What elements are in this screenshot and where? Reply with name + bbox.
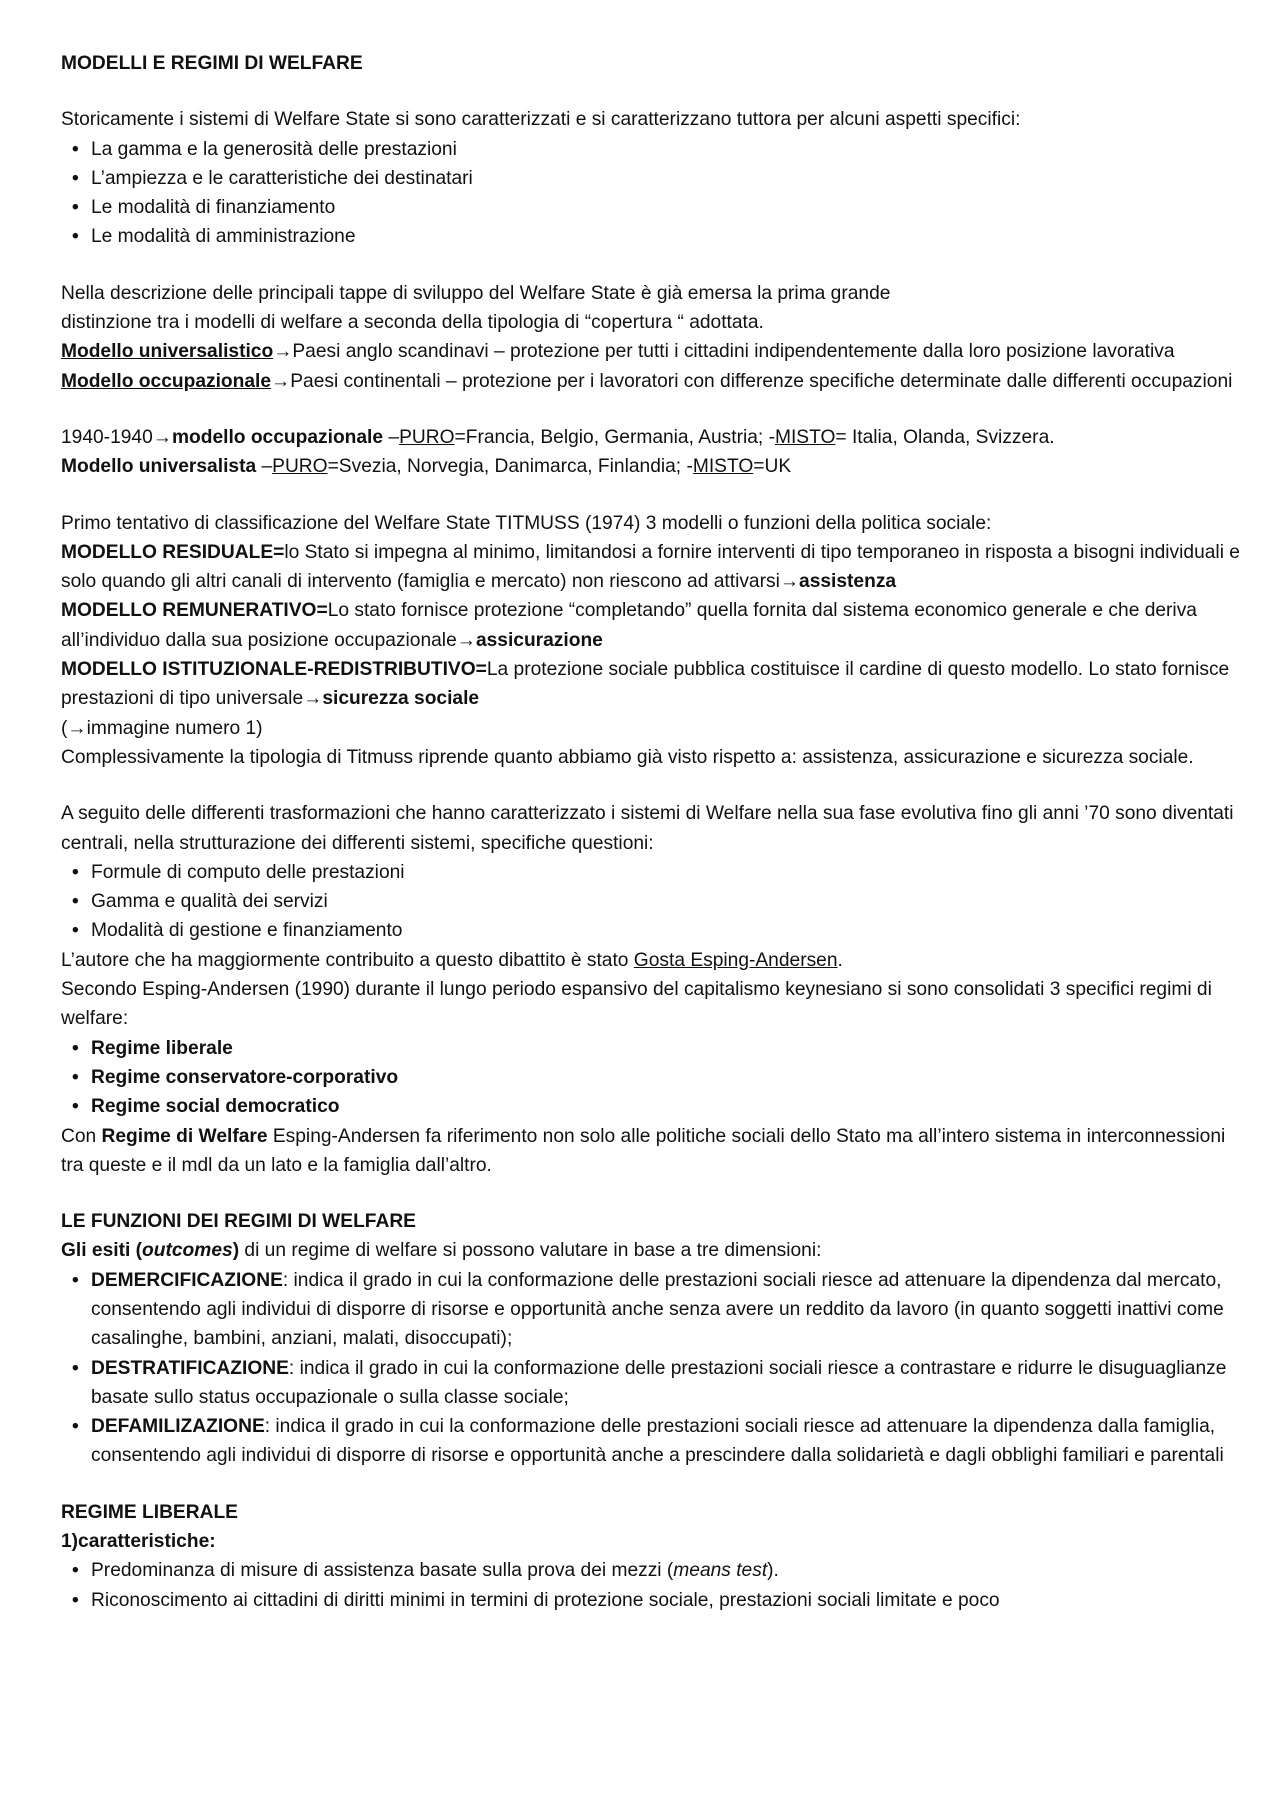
arrow-icon: → — [152, 426, 172, 448]
istituzionale-text: La protezione sociale pubblica costituisce il cardine di questo modello. Lo stato fornisce prestazioni di tipo universale — [61, 659, 1230, 710]
list-item — [91, 1556, 1240, 1585]
remunerativo-term: MODELLO REMUNERATIVO= — [61, 600, 328, 622]
arrow-icon: → — [273, 341, 293, 363]
list-item: • La gamma e la generosità delle prestazioni — [91, 135, 1240, 164]
dash: – — [383, 426, 400, 448]
intro-paragraph: Storicamente i sistemi di Welfare State si sono caratterizzati e si caratterizzano tuttora per alcuni aspetti specifici: — [61, 109, 1021, 131]
regime-di-welfare-paragraph — [61, 1122, 1240, 1181]
list-item — [91, 1412, 1240, 1471]
list-item: • Regime liberale — [91, 1034, 1240, 1063]
remunerativo-result: assicurazione — [475, 629, 603, 651]
universalistico-term: Modello universalistico — [61, 341, 274, 363]
list-item: • Regime conservatore-corporativo — [91, 1063, 1240, 1092]
con-pre: Con — [61, 1125, 102, 1147]
autore-post: . — [837, 949, 843, 971]
dimension-term: DESTRATIFICAZIONE — [91, 1357, 289, 1379]
esiti-pre: Gli esiti ( — [61, 1240, 143, 1262]
titmuss-intro: Primo tentativo di classificazione del Welfare State TITMUSS (1974) 3 modelli o funzioni della politica sociale: — [61, 512, 992, 534]
aspects-list — [61, 135, 1240, 252]
residuale-text: lo Stato si impegna al minimo, limitandosi a fornire interventi di tipo temporaneo in risposta a bisogni individuali e solo quando gli altri canali di intervento (famiglia e mercato) non riescono ad attivarsi — [61, 541, 1240, 593]
residuale-term: MODELLO RESIDUALE= — [61, 541, 285, 563]
dimensioni-list — [61, 1266, 1240, 1471]
occupazionale-term: Modello occupazionale — [61, 370, 272, 392]
list-item: • Gamma e qualità dei servizi — [91, 887, 1240, 916]
list-item: • Riconoscimento ai cittadini di diritti minimi in termini di protezione sociale, prestazioni sociali limitate e poco — [91, 1586, 1240, 1615]
misto-countries: = Italia, Olanda, Svizzera. — [835, 426, 1055, 448]
esping-intro: A seguito delle differenti trasformazioni che hanno caratterizzato i sistemi di Welfare nella sua fase evolutiva fino gli anni ’70 sono diventati centrali, nella strutturazione dei differenti sistemi, specifiche questioni: — [61, 803, 1234, 854]
modello-residuale — [61, 538, 1240, 597]
years: 1940-1940 — [61, 426, 153, 448]
misto-countries: =UK — [753, 456, 792, 478]
means-test-term: means test — [673, 1560, 768, 1582]
regimi-list — [61, 1034, 1240, 1122]
con-post: Esping-Andersen fa riferimento non solo alle politiche sociali dello Stato ma all’intero sistema in interconnessioni tra queste e il mdl da un lato e la famiglia dall’altro. — [61, 1125, 1226, 1176]
outcomes-term: outcomes — [142, 1240, 233, 1262]
dimension-term: DEMERCIFICAZIONE — [91, 1269, 283, 1291]
dash: – — [256, 456, 273, 478]
dimension-term: DEFAMILIZAZIONE — [91, 1416, 265, 1438]
secondo-paragraph: Secondo Esping-Andersen (1990) durante il lungo periodo espansivo del capitalismo keynesiano si sono consolidati 3 specifici regimi di welfare: — [61, 979, 1212, 1030]
list-item — [91, 1354, 1240, 1413]
arrow-icon: → — [67, 717, 87, 739]
list-item: • L’ampiezza e le caratteristiche dei destinatari — [91, 164, 1240, 193]
modello-istituzionale — [61, 655, 1240, 714]
esiti-paragraph — [61, 1236, 1240, 1265]
regime-di-welfare-term: Regime di Welfare — [101, 1125, 268, 1147]
misto-label: MISTO — [774, 426, 836, 448]
list-item — [91, 1266, 1240, 1354]
occupazionale-model-term: modello occupazionale — [171, 426, 384, 448]
list-item: • Formule di computo delle prestazioni — [91, 858, 1240, 887]
b1-post: ). — [767, 1560, 779, 1582]
periodo-occupazionale — [61, 423, 1240, 452]
puro-countries: =Svezia, Norvegia, Danimarca, Finlandia; - — [327, 456, 693, 478]
arrow-icon: → — [303, 688, 323, 710]
puro-label: PURO — [399, 426, 455, 448]
questioni-list — [61, 858, 1240, 946]
puro-label: PURO — [272, 456, 328, 478]
dimension-text: : indica il grado in cui la conformazione delle prestazioni sociali riesce ad attenuare la dipendenza dal mercato, consentendo agli individui di disporre di risorse e opportunità anche senza avere un reddito da lavoro (in quanto soggetti inattivi come casalinghe, bambini, anziani, malati, disoccupati); — [91, 1269, 1224, 1350]
b1-pre: Predominanza di misure di assistenza basate sulla prova dei mezzi ( — [91, 1560, 674, 1582]
arrow-icon: → — [456, 629, 476, 651]
list-item: • Le modalità di finanziamento — [91, 193, 1240, 222]
universalistico-text: Paesi anglo scandinavi – protezione per tutti i cittadini indipendentemente dalla loro posizione lavorativa — [292, 341, 1175, 363]
document-title: MODELLI E REGIMI DI WELFARE — [61, 53, 363, 74]
autore-paragraph — [61, 946, 1240, 975]
image-reference-text: immagine numero 1 — [86, 717, 257, 739]
modello-universalistico — [61, 337, 1240, 366]
arrow-icon: → — [271, 370, 291, 392]
distinzione-line-2: distinzione tra i modelli di welfare a seconda della tipologia di “copertura “ adottata. — [61, 312, 764, 334]
titmuss-conclusione: Complessivamente la tipologia di Titmuss riprende quanto abbiamo già visto rispetto a: assistenza, assicurazione e sicurezza sociale. — [61, 746, 1194, 768]
modello-remunerativo — [61, 596, 1240, 655]
occupazionale-text: Paesi continentali – protezione per i lavoratori con differenze specifiche determinate dalle differenti occupazioni — [290, 370, 1233, 392]
misto-label: MISTO — [692, 456, 754, 478]
istituzionale-term: MODELLO ISTITUZIONALE-REDISTRIBUTIVO= — [61, 659, 487, 681]
puro-countries: =Francia, Belgio, Germania, Austria; - — [454, 426, 775, 448]
periodo-universalista — [61, 452, 1240, 481]
remunerativo-text: Lo stato fornisce protezione “completando” quella fornita dal sistema economico generale e che deriva all’individuo dalla sua posizione occupazionale — [61, 600, 1197, 651]
modello-occupazionale — [61, 367, 1240, 396]
list-item: • Modalità di gestione e finanziamento — [91, 916, 1240, 945]
esiti-post: ) — [232, 1240, 240, 1262]
autore-name: Gosta Esping-Andersen — [633, 949, 838, 971]
list-item: • Le modalità di amministrazione — [91, 222, 1240, 251]
distinzione-line-1: Nella descrizione delle principali tappe di sviluppo del Welfare State è già emersa la prima grande — [61, 282, 891, 304]
funzioni-heading: LE FUNZIONI DEI REGIMI DI WELFARE — [61, 1211, 416, 1233]
dimension-text: : indica il grado in cui la conformazione delle prestazioni sociali riesce ad attenuare la dipendenza dalla famiglia, consentendo agli individui di disporre di risorse e opportunità anche a prescindere dalla solidarietà e dagli obblighi familiari e parentali — [91, 1416, 1224, 1467]
liberale-subheading: 1)caratteristiche: — [61, 1531, 216, 1553]
esiti-text: di un regime di welfare si possono valutare in base a tre dimensioni: — [239, 1240, 822, 1262]
liberale-heading: REGIME LIBERALE — [61, 1501, 238, 1523]
dimension-text: : indica il grado in cui la conformazione delle prestazioni sociali riesce a contrastare e ridurre le disuguaglianze basate sullo status occupazionale o sulla classe sociale; — [91, 1357, 1227, 1408]
arrow-icon: → — [779, 571, 800, 593]
liberale-list — [61, 1556, 1240, 1615]
image-reference: (→immagine numero 1) — [61, 717, 263, 739]
autore-pre: L’autore che ha maggiormente contribuito a questo dibattito è stato — [61, 949, 634, 971]
residuale-result: assistenza — [799, 571, 897, 593]
universalista-model-term: Modello universalista — [61, 456, 257, 478]
list-item: • Regime social democratico — [91, 1092, 1240, 1121]
istituzionale-result: sicurezza sociale — [322, 688, 480, 710]
